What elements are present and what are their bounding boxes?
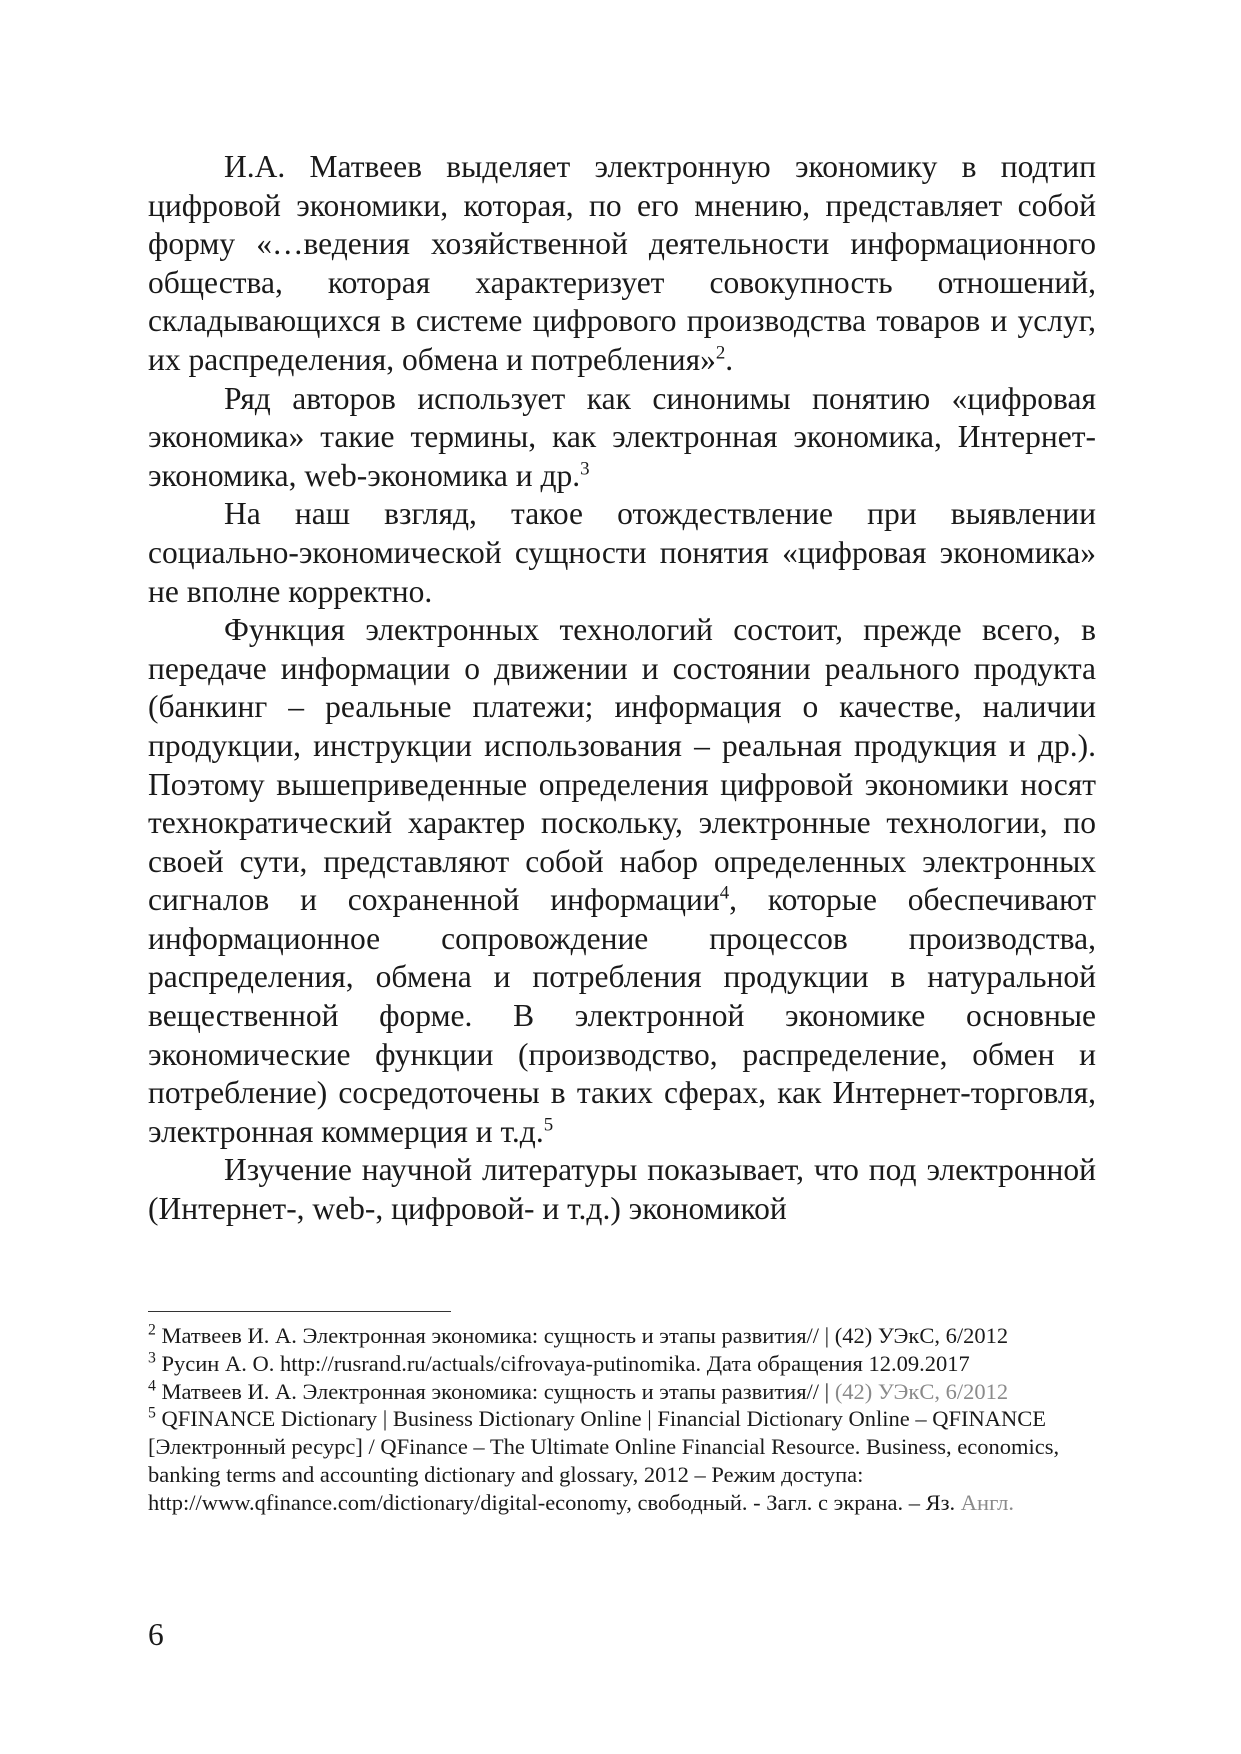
footnote-4: $^4$ Матвеев И. А. Электронная экономика: сущность и этапы развития// | (42) УЭкС, 6/2012 — [148, 1377, 1009, 1404]
body-text — [148, 148, 1096, 1229]
footnote-divider — [148, 1311, 451, 1312]
paragraph-1: И.А. Матвеев выделяет электронную экономику в подтип цифровой экономики, которая, по его мнению, представляет собой форму «…ведения хозяйственной деятельности информационного общества, которая характеризует совокупность отношений, складывающихся в системе цифрового производства товаров и услуг, их распределения, обмена и потребления»$^2$. — [148, 149, 1096, 377]
footnote-2: $^2$ Матвеев И. А. Электронная экономика: сущность и этапы развития// | (42) УЭкС, 6/2012 — [148, 1321, 1009, 1348]
footnote-number: 5 — [148, 1404, 156, 1422]
footnote-5: $^5$ QFINANCE Dictionary | Business Dictionary Online | Financial Dictionary Online – QFINANCE [Электронный ресурс] / QFinance – The Ultimate Online Financial Resource. Business, economics, banking terms and accounting dictionary and glossary, 2012 – Режим доступа: http://www.qfinance.com/dictionary/digital-economy, свободный. - Загл. с экрана. – Яз. Англ. — [148, 1404, 1060, 1515]
footnote-3: $^3$ Русин А. О. http://rusrand.ru/actuals/cifrovaya-putinomika. Дата обращения 12.09.2017 — [148, 1349, 970, 1376]
paragraph-3: На наш взгляд, такое отождествление при выявлении социально-экономической сущности понятия «цифровая экономика» не вполне корректно. — [148, 496, 1096, 609]
footnote-ref-5[interactable]: 5 — [543, 1114, 554, 1136]
footnote-number: 3 — [148, 1349, 156, 1367]
footnote-number: 2 — [148, 1321, 156, 1339]
paragraph-4: Функция электронных технологий состоит, прежде всего, в передаче информации о движении и состоянии реального продукта (банкинг – реальные платежи; информация о качестве, наличии продукции, инструкции использования – реальная продукция и др.). Поэтому вышеприведенные определения цифровой экономики носят технократический характер поскольку, электронные технологии, по своей сути, представляют собой набор определенных электронных сигналов и сохраненной информации$^4$, которые обеспечивают информационное сопровождение процессов производства, распределения, обмена и потребления продукции в натуральной вещественной форме. В электронной экономике основные экономические функции (производство, распределение, обмен и потребление) сосредоточены в таких сферах, как Интернет-торговля, электронная коммерция и т.д.$^5$ — [148, 612, 1096, 1149]
footnote-ref-4[interactable]: 4 — [719, 882, 730, 904]
footnote-ref-3[interactable]: 3 — [580, 458, 590, 480]
paragraph-5: Изучение научной литературы показывает, что под электронной (Интернет-, web-, цифровой- и т.д.) экономикой — [148, 1152, 1096, 1227]
paragraph-2: Ряд авторов использует как синонимы понятию «цифровая экономика» такие термины, как электронная экономика, Интернет-экономика, web-экономика и др.$^3$ — [148, 380, 1096, 493]
footnotes — [148, 1322, 1096, 1517]
page-number: 6 — [148, 1617, 164, 1652]
footnote-number: 4 — [148, 1377, 156, 1395]
footnote-ref-2[interactable]: 2 — [715, 342, 726, 364]
footnote-faded-text: Англ. — [960, 1489, 1015, 1515]
footnote-faded-text: (42) УЭкС, 6/2012 — [834, 1378, 1009, 1404]
